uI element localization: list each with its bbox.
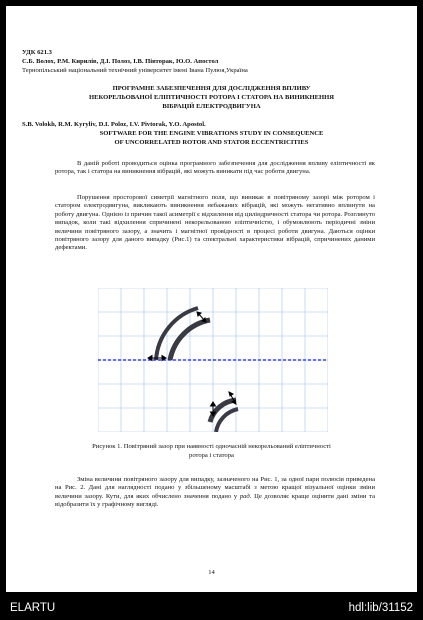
angle-unit: рад [239, 492, 250, 500]
air-gap-figure [98, 288, 328, 432]
paragraph-analysis-start: Зміна величини повітряного зазору для випадку, зазначеного на Рис. 1, за одної пари полюсів приведена на Рис. 2. Дані для наглядності подано у збільшеному масштабі з метою кращої візуальної оцінки зміни величини зазору. Кути, для яких обчислено значення подано у [55, 476, 375, 500]
affiliation: Тернопільський національний технічний університет імені Івана Пулюя,Україна [22, 67, 248, 74]
title-ukrainian-line-2: НЕКОРЕЛЬОВАНОЇ ЕЛІПТИЧНОСТІ РОТОРА І СТАТОРА НА ВИНИКНЕННЯ [88, 94, 335, 101]
paragraph-intro: В даній роботі проводиться оцінка програмного забезпечення для дослідження впливу еліптичності як ротора, так і статора на виникнення вібрацій, які можуть виникати під час роботи двигуна. [55, 160, 375, 176]
title-ukrainian-line-3: ВІБРАЦІЙ ЕЛЕКТРОДВИГУНА [162, 103, 261, 110]
page-number: 14 [208, 569, 215, 576]
title-english-line-2: OF UNCORRELATED ROTOR AND STATOR ECCENTRICITIES [114, 139, 309, 146]
figure-caption-line-2: ротора і статора [189, 452, 234, 459]
title-ukrainian-line-1: ПРОГРАМНЕ ЗАБЕЗПЕЧЕННЯ ДЛЯ ДОСЛІДЖЕННЯ ВПЛИВУ [112, 85, 311, 92]
paragraph-analysis-end: . Це дозволяє краще оцінити дані зміни та відобразити їх у графічному вигляді. [55, 492, 375, 509]
paragraph-analysis [55, 476, 375, 510]
authors-english: S.B. Volokh, R.M. Kyryliv, D.I. Poloz, I.V. Pivtorak, Y.O. Apostol. [22, 121, 206, 128]
paragraph-body: Порушення просторової симетрії магнітного поля, що виникає в повітряному зазорі між ротором і статором електродвигуна, викликають виникнення небажаних вібрацій, які можуть негативно вплинути на роботу двигуна. Однією із причин такої асиметрії є відхилення від циліндричності статора чи ротора. Розглянуто випадок, коли такі відхилення спричинені некорельованою еліптичністю, і обумовлюють періодичні зміни величини повітряного зазору, а значить і магнітної провідності в процесі роботи двигуна. Даються оцінки повітряного зазору для даного випадку (Рис.1) та спектральні характеристики вібрацій, спричинених даними дефектами. [55, 194, 375, 252]
repository-footer [0, 598, 423, 620]
authors-ukrainian: С.Б. Волох, Р.М. Кирилів, Д.І. Полоз, І.В. Півторак, Ю.О. Апостол [22, 58, 219, 65]
udk-code: УДК 621.3 [22, 49, 52, 56]
handle-link[interactable]: hdl:lib/31152 [348, 602, 413, 614]
title-english-line-1: SOFTWARE FOR THE ENGINE VIBRATIONS STUDY IN CONSEQUENCE [99, 130, 324, 137]
repository-name: ELARTU [10, 602, 56, 614]
figure-caption-line-1: Рисунок 1. Повітряний зазор при наявності одночасній некорельований еліптичності [92, 443, 331, 450]
